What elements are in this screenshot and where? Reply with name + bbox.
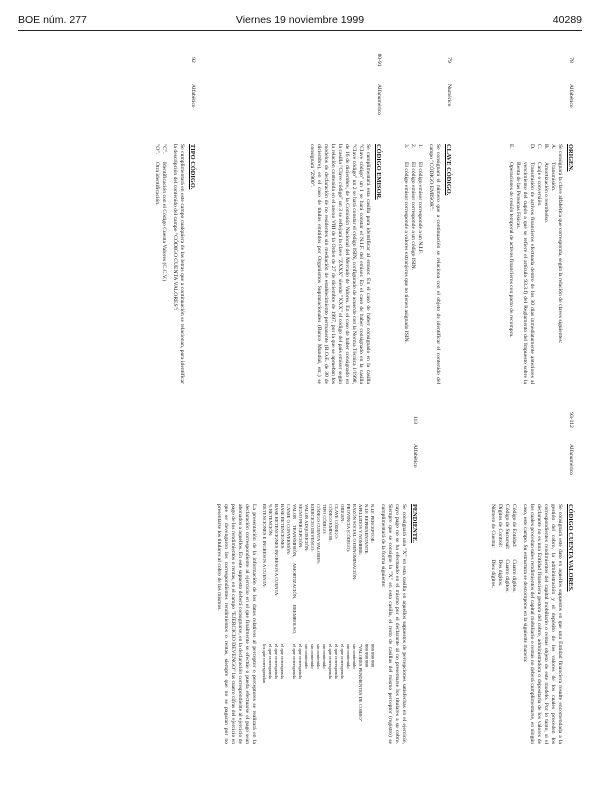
field-position: 79 (446, 57, 452, 63)
field-description (489, 504, 574, 744)
field-body: Se consignará este dato en aquellos supuestos en que una Entidad financiera resulte encomendada a la gestión del cobro, la administración y el depósito de los valores de los cuales proceden los correspondientes rendimientos del capital mobiliario o rentas objeto de este modelo. Por lo tanto, si el declarante no es una Entidad financiera gestora del cobro, administradora o depositaria de los valores de los cuales procedan tales rendimientos del capital mobiliario o rentas no deberá cumplimentarse, en ningún caso, este campo. Su estructura se descompone en la siguiente manera: (522, 504, 563, 744)
table-row: EJERCICIO DEVENGO: sin contenido (310, 504, 315, 669)
field-title: ORIGEN. (567, 144, 574, 172)
field-description (507, 144, 574, 384)
field-description (308, 144, 382, 384)
table-row: ORIGEN: el que corresponda (340, 504, 345, 679)
field-title: CÓDIGO EMISOR. (375, 144, 382, 200)
field-type: Alfabético (568, 84, 574, 108)
field-title: PENDIENTE. (411, 504, 418, 543)
field-description (402, 144, 452, 384)
table-row: TIPO CÓDIGO: sin contenido (322, 504, 327, 669)
table-row: VALOR ADQUISICIÓN: sin contenido (304, 504, 309, 669)
table-row: RAZÓN SOCIAL O DENOMINACIÓN: sin contenido (352, 504, 357, 669)
table-row: % RETENCIÓN: el que corresponda (268, 504, 273, 679)
table-row: Código de Sucursal: Cuatro dígitos. (504, 504, 510, 593)
list-item: 3. El código emisor corresponde a valores extranjeros que no tienen asignado ISIN. (403, 144, 409, 344)
table-row: CLAVE CÓDIGO: el que corresponda (334, 504, 339, 679)
table-row: RETENCIONES E INGRESOS A CUENTA: los que correspondan (262, 504, 267, 684)
table-row: BASE RETENCIONES INGRESOS A CUENTA: el que corresponda (274, 504, 279, 679)
field-intro: Se cumplimentará en este campo cualquiera de las letras que a continuación se relacionan, para identificar la descripción del contenido del campo "CÓDIGO CUENTA VALORES": (172, 144, 185, 384)
field-position: 113 (412, 415, 418, 425)
field-position: 78 (568, 57, 574, 63)
list-item: "O". Otra identificación. (154, 144, 160, 206)
option-list (153, 144, 167, 384)
list-item: "C". Identificación con el Código Cuenta Valores (C.C.V.) (161, 144, 167, 282)
field-body: Se consignará una "X" en esta casilla en aquellos supuestos de percepciones satisfechas en el ejercicio, cuyo pago no se ha efectuado en el mismo por el declarante al no presentarse los titulares a su cobro. Siempre que se consigne la "X" en esta casilla, el resto de casillas del mismo perceptor (registro) se cumplimentará de la forma siguiente: (380, 504, 407, 744)
table-row: N.I.F. PERCEPTOR: 999 999 999 (370, 504, 375, 667)
page-header (18, 14, 582, 30)
field-title: CLAVE CÓDIGO. (445, 144, 452, 196)
table-row: SIGNO PERCEPCIÓN: el que corresponda (298, 504, 303, 679)
field-intro: Se consignará el número que a continuación se relaciona con el objeto de identificar el contenido del campo "CÓDIGO EMISOR": (428, 144, 441, 384)
field-closing-paragraph: La presentación de la información de los datos relativos al perceptor o perceptores se realizará en la declaración correspondiente al ejercicio en el que finalmente se efectúe o pueda efectuarse el pago sean abonados a aquellos. En este supuesto deberá consignarse, en la declaración correspondiente al ejercicio de pago de los rendimientos o rentas, en el campo "EJERCICIO DEVENGO" las cuatro cifras del ejercicio en que se devengaron los correspondientes rendimientos o rentas, siempre que no se pagaran por no presentarse los titulares al cobro de los mismos. (216, 504, 257, 744)
list-item: 2. El código emisor corresponde a un código ISIN. (410, 144, 416, 271)
list-item: B. Amortización o reembolso. (543, 144, 549, 224)
option-list (507, 144, 556, 384)
header-date: Viernes 19 noviembre 1999 (235, 14, 365, 26)
field-type: Alfanumérico (376, 84, 382, 116)
field-position: 92 (190, 57, 196, 63)
field-type: Alfanumérico (568, 444, 574, 476)
field-title: TIPO CÓDIGO. (189, 144, 196, 190)
table-row: Número de Cuenta: Diez dígitos. (490, 504, 496, 588)
list-item: A. Transmisión. (550, 144, 556, 192)
table-row: Dígitos de Control: Dos dígitos. (497, 504, 503, 587)
table-row: PROVINCIA (CÓDIGO): sin contenido (346, 504, 351, 669)
field-body: Se cumplimentará esta casilla para identificar al emisor. En el caso de haber consignado en la casilla "Clave código" un 1 se hará constar el N.I.F. del emisor. En el caso de haber consignado en la casilla "Clave código" un 2 se hará constar el código ISIN, configurado de acuerdo con la Norma Técnica 1/1998, de 16 de diciembre, de la Comisión Nacional del Mercado de Valores. En el caso de haber consignado en la casilla "Clave código" un 3 se reflejará la clave "ZXXX" siendo "XXX" el código del país emisor según la relación contenida en el anexo VIII de la Orden de 27 de diciembre de 1997, por la que se aprueban los modelos de declaración de no residentes sin mediación de establecimiento permanente (B.O.E. de 30 de diciembre), en el caso de títulos emitidos por Organismos Supranacionales (Banco Mundial, etc.) se consignará "Z900". (309, 144, 371, 384)
list-item: C. Canje o conversión. (536, 144, 542, 207)
header-page-number: 40289 (552, 14, 582, 26)
field-type: Numérico (446, 84, 452, 107)
pending-values-table (261, 504, 375, 722)
field-position: 93-112 (568, 412, 574, 428)
header-journal: BOE núm. 277 (18, 14, 87, 26)
field-intro: Se consignará la clave alfabética que corresponda, según la relación de claves siguientes: (557, 144, 563, 344)
table-row: Código de Entidad: Cuatro dígitos. (511, 504, 517, 593)
rotated-body (20, 44, 580, 764)
field-position: 80-91 (376, 53, 382, 67)
field-type: Alfabético (412, 444, 418, 468)
table-row: VALOR TRANSMISIÓN, AMORTIZACIÓN, REEMBOLSO, CANJE O CONVERSIÓN: el que corresponda (286, 504, 297, 679)
table-row: CÓDIGO EMISOR: el que corresponda (328, 504, 333, 679)
list-item: E. Operaciones de cesión temporal de activos financieros con pacto de recompra. (508, 144, 514, 338)
table-row: N.I.F. REPRESENTANTE: 999 999 999 (364, 504, 369, 667)
table-row: BASE RETENCIONES: el que corresponda (280, 504, 285, 679)
field-type: Alfabético (190, 84, 196, 108)
table-row: CÓDIGO CUENTA VALORES: sin contenido (316, 504, 321, 669)
list-item: 1. El código emisor corresponde a un N.I.F. (417, 144, 423, 254)
header-rule (18, 30, 582, 31)
field-description (153, 144, 196, 384)
table-row: APELLIDOS Y NOMBRE: "VALORES PENDIENTES DE COBRO" (358, 504, 363, 722)
code-structure-table (489, 504, 517, 593)
field-title: CÓDIGO CUENTA VALORES. (567, 504, 574, 592)
field-description (215, 504, 418, 744)
option-list (402, 144, 423, 384)
list-item: D. Transmisión de activos financieros efectuada dentro de los 30 días inmediatamente anteriores al vencimiento del cupón a que se refiere el artículo 93.3.f) del Reglamento del Impuesto sobre la Renta de las Personas Físicas. (515, 144, 535, 384)
